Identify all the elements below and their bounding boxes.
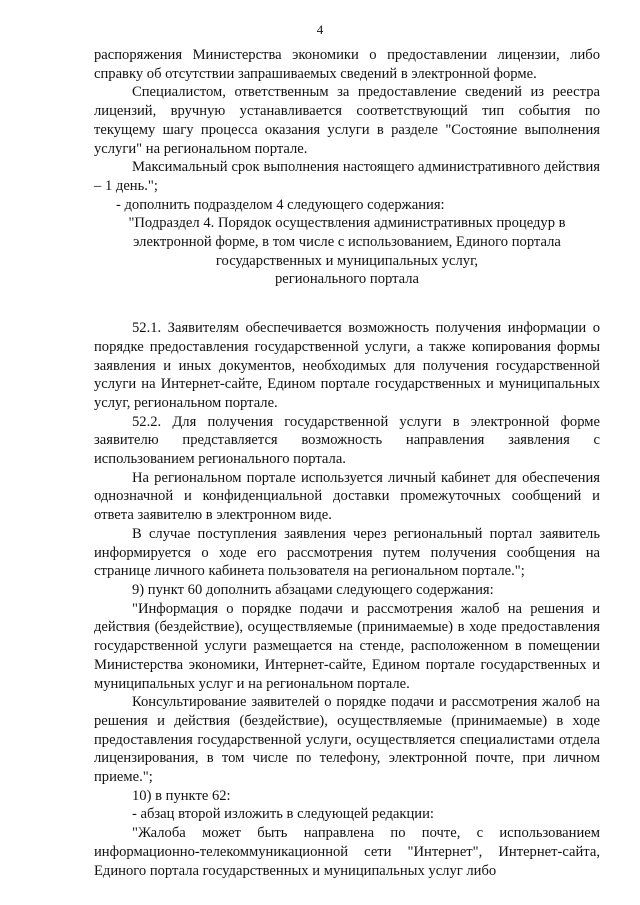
paragraph-item-10: 10) в пункте 62: [132, 787, 231, 804]
subsection-heading [94, 214, 600, 289]
paragraph-max-term: Максимальный срок выполнения настоящего административного действия – 1 день."; [94, 159, 600, 194]
paragraph-informing: В случае поступления заявления через региональный портал заявитель информируется о ходе его рассмотрения путем получения сообщения на странице личного кабинета пользователя на региональном портале."; [94, 525, 600, 580]
paragraph-consulting: Консультирование заявителей о порядке подачи и рассмотрения жалоб на решения и действия (бездействие), осуществляемые (принимаемые) в ходе предоставления государственной услуги, осуществляется специалистами отдела лицензирования, в том числе по телефону, электронной почте, при личном приеме."; [94, 694, 600, 786]
heading-line: "Подраздел 4. Порядок осуществления административных процедур в [128, 215, 566, 232]
heading-line: электронной форме, в том числе с использованием, Единого портала [133, 234, 561, 251]
paragraph-specialist: Специалистом, ответственным за предоставление сведений из реестра лицензий, вручную устанавливается соответствующий тип события по текущему шагу процесса оказания услуги в разделе "Состояние выполнения услуги" на региональном портале. [94, 84, 600, 157]
paragraph-second-paragraph: - абзац второй изложить в следующей редакции: [132, 806, 434, 823]
paragraph-add-subsection: - дополнить подразделом 4 следующего содержания: [116, 196, 445, 213]
spacer [94, 289, 600, 319]
page-number: 4 [316, 22, 324, 37]
document-body [94, 46, 600, 880]
paragraph-52-1: 52.1. Заявителям обеспечивается возможность получения информации о порядке предоставления государственной услуги, а также копирования формы заявления и иных документов, необходимых для получения государственной услуги на Интернет-сайте, Едином портале государственных и муниципальных услуг, региональном портале. [94, 320, 600, 411]
paragraph-complaint-info: "Информация о порядке подачи и рассмотрения жалоб на решения и действия (бездействие), осуществляемые (принимаемые) в ходе предоставления государственной услуги размещается на стенде, расположенном в помещении Министерства экономики, Интернет-сайте, Едином портале государственных и муниципальных услуг и на региональном портале. [94, 600, 600, 692]
paragraph-personal-cabinet: На региональном портале используется личный кабинет для обеспечения однозначной и конфиденциальной доставки промежуточных сообщений и ответа заявителю в электронном виде. [94, 469, 600, 524]
paragraph-52-2: 52.2. Для получения государственной услуги в электронной форме заявителю представляется возможность направления заявления с использованием регионального портала. [94, 413, 600, 468]
heading-line: регионального портала [274, 271, 420, 288]
paragraph-complaint-channels: "Жалоба может быть направлена по почте, с использованием информационно-телекоммуникационной сети "Интернет", Интернет-сайта, Единого портала государственных и муниципальных услуг либо [94, 825, 600, 879]
paragraph-item-9: 9) пункт 60 дополнить абзацами следующего содержания: [132, 581, 494, 598]
heading-line: государственных и муниципальных услуг, [215, 252, 479, 269]
paragraph-continuation: распоряжения Министерства экономики о предоставлении лицензии, либо справку об отсутствии запрашиваемых сведений в электронной форме. [94, 47, 600, 82]
